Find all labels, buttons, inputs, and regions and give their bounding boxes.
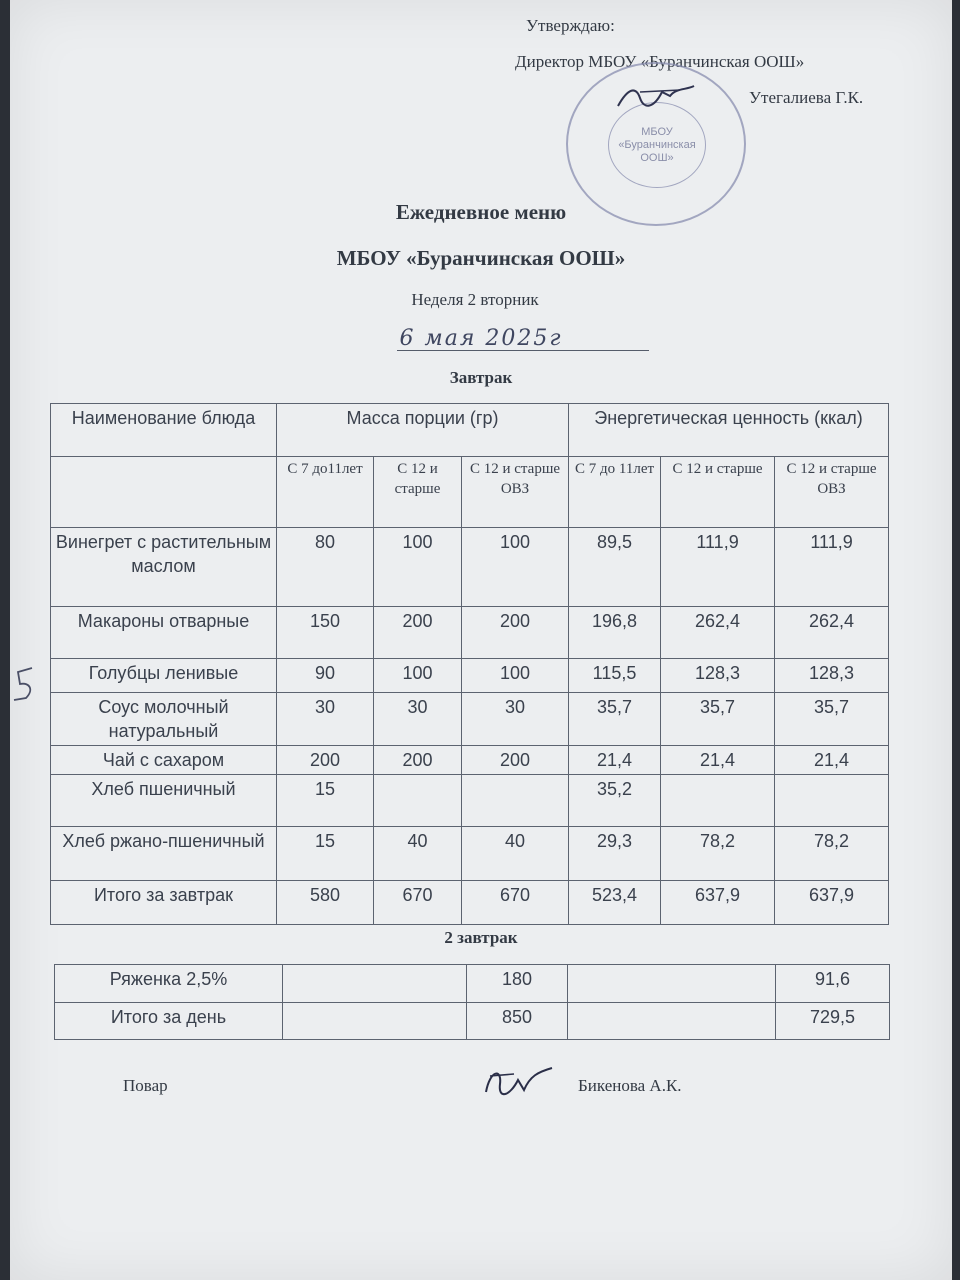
subheader-empty: [51, 457, 277, 528]
subheader-cell: С 7 до 11лет: [569, 457, 661, 528]
handwritten-date: 6 мая 2025г: [399, 326, 563, 351]
table-cell: 30: [462, 693, 569, 746]
table-cell: 850: [467, 1003, 568, 1040]
table-cell: 35,7: [661, 693, 775, 746]
school-name: МБОУ «Буранчинская ООШ»: [336, 246, 626, 270]
table-cell: 100: [462, 659, 569, 693]
director-signature: [610, 78, 700, 118]
column-header-mass: Масса порции (гр): [277, 404, 569, 457]
column-header-energy: Энергетическая ценность (ккал): [569, 404, 889, 457]
table-cell: 200: [374, 607, 462, 659]
dish-name: Хлеб ржано-пшеничный: [51, 827, 277, 881]
table-cell: 200: [277, 746, 374, 775]
table-row: [51, 746, 889, 775]
table-cell: 637,9: [775, 881, 889, 925]
table-row: [51, 607, 889, 659]
table-cell: 262,4: [775, 607, 889, 659]
table-cell: 40: [462, 827, 569, 881]
table-row: [55, 965, 890, 1003]
margin-handwritten-mark: [10, 664, 40, 704]
table-cell: 523,4: [569, 881, 661, 925]
table-cell: 200: [462, 607, 569, 659]
table-row: [51, 659, 889, 693]
approval-position: Директор МБОУ «Буранчинская ООШ»: [515, 52, 805, 71]
table-cell: [775, 775, 889, 827]
dish-name: Соус молочный натуральный: [51, 693, 277, 746]
table-cell: 262,4: [661, 607, 775, 659]
table-cell: 21,4: [775, 746, 889, 775]
table-cell: 80: [277, 528, 374, 607]
table-subheader-row: [51, 457, 889, 528]
dish-name: Чай с сахаром: [51, 746, 277, 775]
subheader-cell: С 7 до11лет: [277, 457, 374, 528]
table-cell-empty: [283, 1003, 467, 1040]
table-cell: [374, 775, 462, 827]
subheader-cell: С 12 и старше ОВЗ: [775, 457, 889, 528]
approval-label: Утверждаю:: [526, 16, 615, 35]
table-cell: 200: [462, 746, 569, 775]
table-cell: 100: [374, 528, 462, 607]
document-page: [10, 0, 952, 1280]
table-cell: 637,9: [661, 881, 775, 925]
dish-name: Винегрет с растительным маслом: [51, 528, 277, 607]
date-underline: [397, 350, 649, 351]
subheader-cell: С 12 и старше: [661, 457, 775, 528]
table-cell: 35,2: [569, 775, 661, 827]
stamp-text: МБОУ: [641, 125, 673, 138]
table-cell-empty: [568, 965, 776, 1003]
approval-director-name: Утегалиева Г.К.: [749, 88, 864, 107]
table-cell: 35,7: [775, 693, 889, 746]
table-cell: 30: [277, 693, 374, 746]
table-header-row: [51, 404, 889, 457]
table-row: [51, 827, 889, 881]
week-day: Неделя 2 вторник: [411, 290, 539, 309]
footer-role: Повар: [123, 1076, 168, 1095]
table-cell: 78,2: [661, 827, 775, 881]
table-cell: 111,9: [775, 528, 889, 607]
table-cell-empty: [568, 1003, 776, 1040]
table-cell: 111,9: [661, 528, 775, 607]
table-cell: 100: [374, 659, 462, 693]
table-cell: 15: [277, 827, 374, 881]
breakfast-section-title: Завтрак: [449, 368, 513, 387]
table-cell: 90: [277, 659, 374, 693]
table-cell: 196,8: [569, 607, 661, 659]
table-cell: 670: [374, 881, 462, 925]
dish-name: Хлеб пшеничный: [51, 775, 277, 827]
table-cell: [661, 775, 775, 827]
table-cell: 180: [467, 965, 568, 1003]
table-cell: 91,6: [776, 965, 890, 1003]
table-total-row: [55, 1003, 890, 1040]
table-cell: 128,3: [775, 659, 889, 693]
table-cell: 35,7: [569, 693, 661, 746]
table-cell: 30: [374, 693, 462, 746]
table-row: [51, 693, 889, 746]
table-row: [51, 775, 889, 827]
document-title: Ежедневное меню: [395, 200, 567, 224]
table-row: [51, 528, 889, 607]
cook-signature: [480, 1062, 560, 1102]
dish-name: Ряженка 2,5%: [55, 965, 283, 1003]
table-cell: 128,3: [661, 659, 775, 693]
table-cell: 200: [374, 746, 462, 775]
table-cell-empty: [283, 965, 467, 1003]
dish-name: Макароны отварные: [51, 607, 277, 659]
table-cell: 21,4: [661, 746, 775, 775]
table-cell: 29,3: [569, 827, 661, 881]
footer-cook-name: Бикенова А.К.: [578, 1076, 682, 1095]
table-cell: 115,5: [569, 659, 661, 693]
subheader-cell: С 12 и старше ОВЗ: [462, 457, 569, 528]
subheader-cell: С 12 и старше: [374, 457, 462, 528]
table-cell: 15: [277, 775, 374, 827]
stamp-text: «Буранчинская: [618, 138, 696, 151]
column-header-dish: Наименование блюда: [51, 404, 277, 457]
table-cell: 78,2: [775, 827, 889, 881]
total-label: Итого за день: [55, 1003, 283, 1040]
second-breakfast-section-title: 2 завтрак: [444, 928, 518, 947]
table-cell: 729,5: [776, 1003, 890, 1040]
table-cell: 670: [462, 881, 569, 925]
dish-name: Голубцы ленивые: [51, 659, 277, 693]
table-cell: 21,4: [569, 746, 661, 775]
table-cell: 89,5: [569, 528, 661, 607]
table-total-row: [51, 881, 889, 925]
stamp-text: ООШ»: [640, 151, 674, 164]
table-cell: 100: [462, 528, 569, 607]
breakfast-table: [50, 403, 889, 925]
table-cell: [462, 775, 569, 827]
total-label: Итого за завтрак: [51, 881, 277, 925]
table-cell: 580: [277, 881, 374, 925]
second-breakfast-table: [54, 964, 890, 1040]
table-cell: 40: [374, 827, 462, 881]
table-cell: 150: [277, 607, 374, 659]
